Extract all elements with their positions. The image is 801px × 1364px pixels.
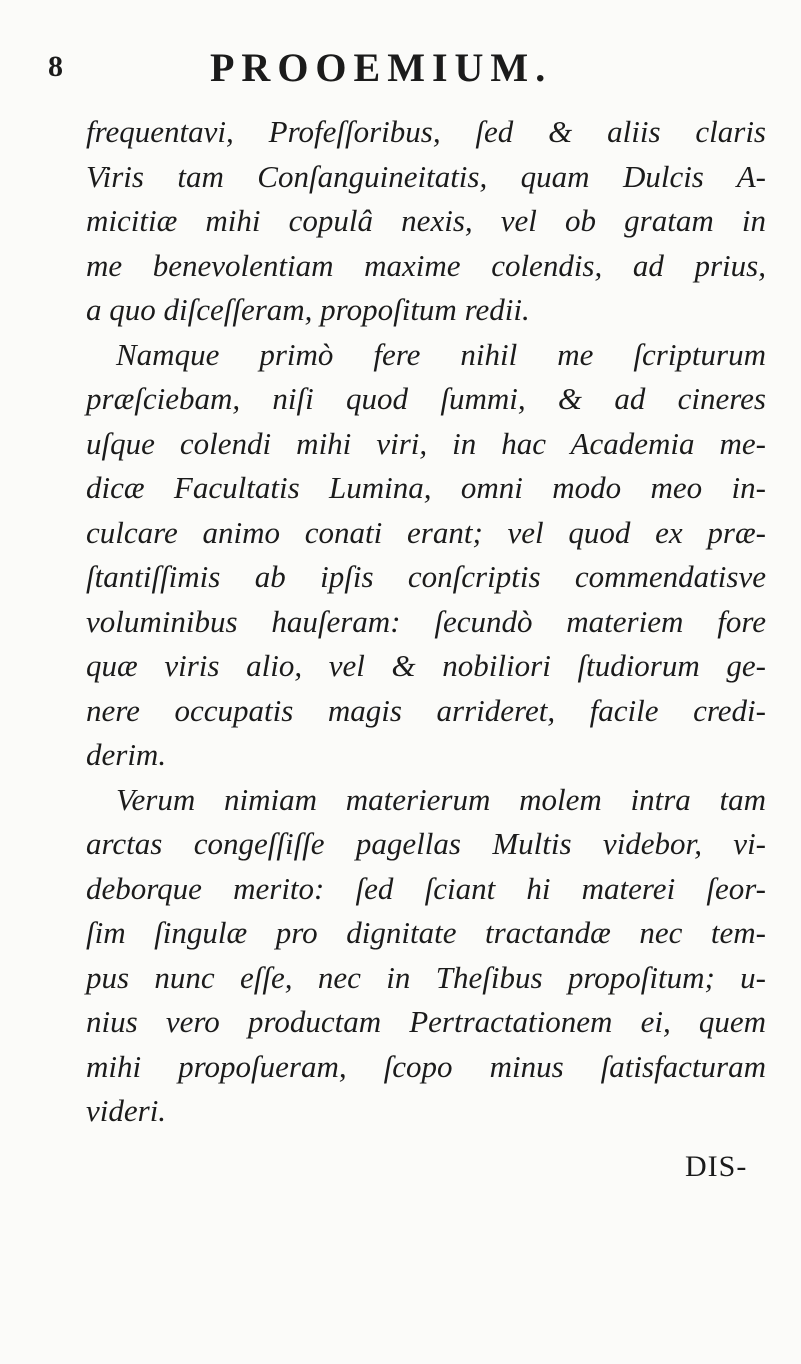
page-header	[40, 44, 770, 90]
text-line: mihi propoſueram, ſcopo minus ſatisfacturam	[86, 1048, 766, 1084]
text-line: frequentavi, Profeſſoribus, ſed & aliis claris	[86, 114, 766, 149]
text-line: derim.	[86, 737, 167, 772]
text-line: nius vero productam Pertractationem ei, quem	[86, 1004, 766, 1039]
text-line: pus nunc eſſe, nec in Theſibus propoſitum; u-	[86, 959, 766, 995]
text-line: Verum nimiam materierum molem intra tam	[116, 781, 766, 817]
text-line: a quo diſceſſeram, propoſitum redii.	[86, 292, 530, 327]
text-line: deborque merito: ſed ſciant hi materei ſeor-	[86, 870, 766, 906]
text-line: dicæ Facultatis Lumina, omni modo meo in-	[86, 470, 766, 505]
text-line: videri.	[86, 1093, 167, 1128]
catchword: DIS-	[685, 1150, 748, 1183]
text-line: nere occupatis magis arrideret, facile credi-	[86, 692, 766, 728]
text-line: uſque colendi mihi viri, in hac Academia me-	[86, 425, 766, 461]
text-line: ſtantiſſimis ab ipſis conſcriptis commendatisve	[86, 559, 766, 594]
text-line: arctas congeſſiſſe pagellas Multis videbor, vi-	[86, 826, 766, 861]
paragraph	[86, 333, 766, 778]
text-line: me benevolentiam maxime colendis, ad prius,	[86, 247, 766, 283]
text-line: micitiæ mihi copulâ nexis, vel ob gratam in	[86, 203, 766, 238]
text-line: culcare animo conati erant; vel quod ex præ-	[86, 514, 766, 550]
text-line: præſciebam, niſi quod ſummi, & ad cineres	[86, 381, 766, 416]
text-line: quæ viris alio, vel & nobiliori ſtudiorum ge-	[86, 648, 766, 683]
page-number: 8	[48, 50, 63, 83]
body-text	[86, 110, 766, 1134]
text-line: ſim ſingulæ pro dignitate tractandæ nec tem-	[86, 915, 766, 950]
paragraph	[86, 110, 766, 333]
text-line: Namque primò fere nihil me ſcripturum	[116, 336, 766, 372]
text-line: voluminibus hauſeram: ſecundò materiem fore	[86, 603, 766, 639]
paragraph	[86, 778, 766, 1134]
running-head: PROOEMIUM.	[210, 45, 553, 90]
text-line: Viris tam Conſanguineitatis, quam Dulcis A-	[86, 158, 766, 194]
